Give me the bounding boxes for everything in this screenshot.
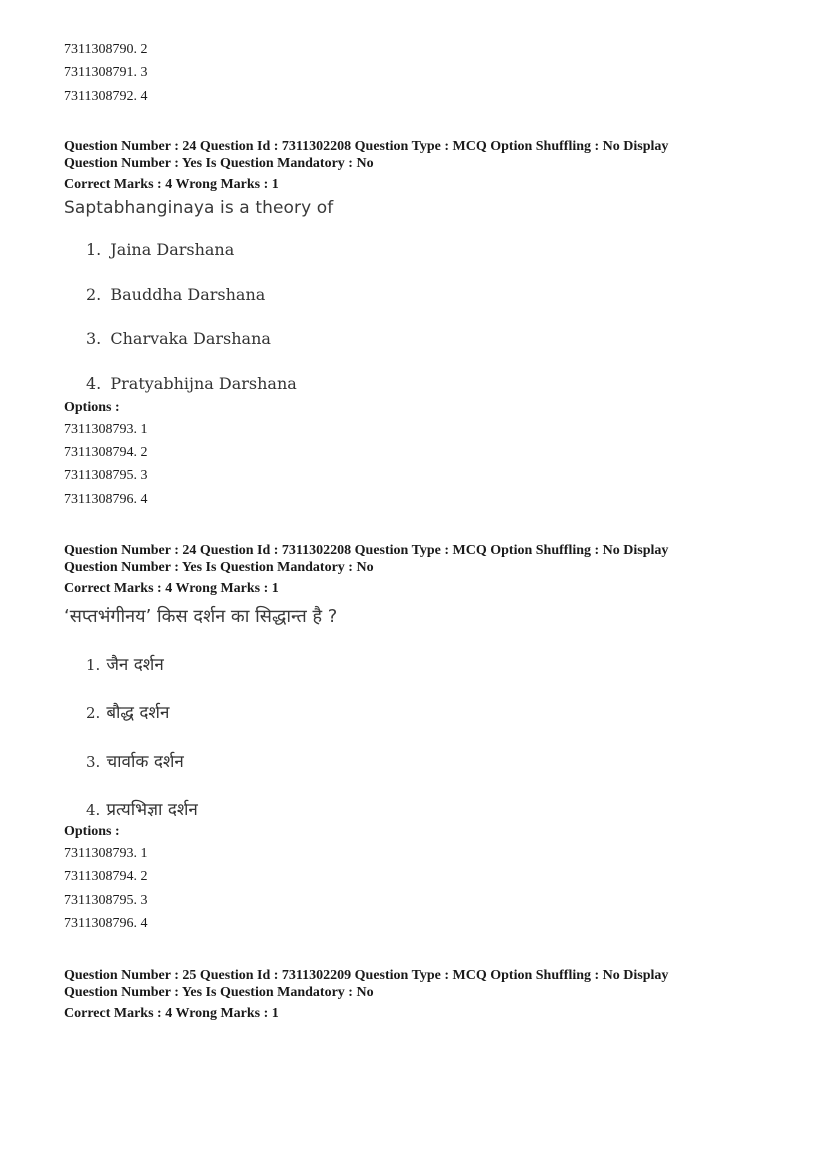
option-line: 7311308796. 4 [64,916,148,931]
option-line: 7311308795. 3 [64,468,148,483]
answer-choice: 3. चार्वाक दर्शन [86,752,184,772]
question-stem: Saptabhanginaya is a theory of [64,198,334,218]
option-line: 7311308793. 1 [64,846,148,861]
option-line: 7311308794. 2 [64,869,148,884]
question-meta: Question Number : 24 Question Id : 7311302208 Question Type : MCQ Option Shuffling : No Display Question Number : Yes Is Question Mandatory : No Correct Marks : 4 Wrong Marks : 1 [64,543,669,596]
answer-choice: 4. प्रत्यभिज्ञा दर्शन [86,800,198,820]
option-line: 7311308793. 1 [64,422,148,437]
question-meta: Question Number : 25 Question Id : 7311302209 Question Type : MCQ Option Shuffling : No Display Question Number : Yes Is Question Mandatory : No Correct Marks : 4 Wrong Marks : 1 [64,968,669,1021]
answer-choice: 3. Charvaka Darshana [86,329,271,348]
answer-choice: 1. Jaina Darshana [86,240,235,259]
answer-choice: 2. Bauddha Darshana [86,285,266,304]
answer-choice: 1. जैन दर्शन [86,655,164,675]
option-line: 7311308795. 3 [64,893,148,908]
option-line: 7311308792. 4 [64,89,148,104]
answer-choice: 2. बौद्ध दर्शन [86,703,170,723]
option-line: 7311308791. 3 [64,65,148,80]
option-line: 7311308794. 2 [64,445,148,460]
question-stem: ‘सप्तभंगीनय’ किस दर्शन का सिद्धान्त है ? [64,606,338,627]
option-line: 7311308790. 2 [64,42,148,57]
answer-choice: 4. Pratyabhijna Darshana [86,374,297,393]
options-label: Options : [64,400,120,415]
option-line: 7311308796. 4 [64,492,148,507]
question-meta: Question Number : 24 Question Id : 7311302208 Question Type : MCQ Option Shuffling : No Display Question Number : Yes Is Question Mandatory : No Correct Marks : 4 Wrong Marks : 1 [64,139,669,192]
options-label: Options : [64,824,120,839]
